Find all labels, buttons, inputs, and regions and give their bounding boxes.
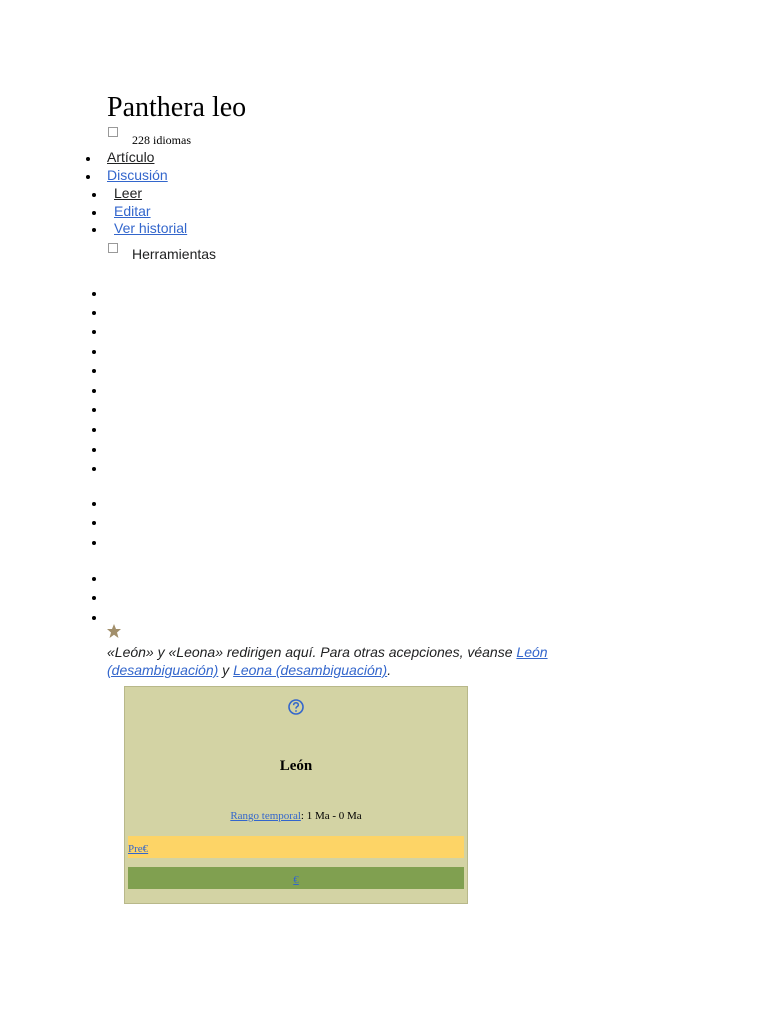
tab-discussion[interactable]: Discusión <box>107 167 168 183</box>
link-leona-disambiguation[interactable]: Leona (desambiguación) <box>233 662 388 678</box>
range-link[interactable]: Rango temporal <box>230 810 301 822</box>
bullet <box>92 193 96 197</box>
empty-list-bullet <box>92 292 96 296</box>
empty-list-bullet <box>92 448 96 452</box>
languages-checkbox-icon[interactable] <box>108 127 118 137</box>
hatnote-text: y <box>218 662 234 678</box>
tools-button[interactable]: Herramientas <box>132 246 217 262</box>
tab-history[interactable]: Ver historial <box>114 220 188 236</box>
empty-list-bullet <box>92 502 96 506</box>
star-icon <box>106 623 122 639</box>
empty-list-bullet <box>92 330 96 334</box>
bullet <box>86 175 90 179</box>
empty-list-bullet <box>92 467 96 471</box>
tools-checkbox-icon[interactable] <box>108 243 118 253</box>
empty-list-bullet <box>92 311 96 315</box>
timeline-bar-pre <box>128 836 464 858</box>
page-title: Panthera leo <box>107 92 247 123</box>
taxobox-title: León <box>279 758 313 774</box>
tab-article[interactable]: Artículo <box>107 149 155 165</box>
tab-edit[interactable]: Editar <box>114 203 151 219</box>
range-value: : 1 Ma - 0 Ma <box>300 810 362 822</box>
timeline-bar-current <box>128 867 464 889</box>
bullet <box>92 211 96 215</box>
taxobox-range <box>124 810 468 822</box>
timeline-bar-pre-link[interactable]: Pre€ <box>128 843 149 855</box>
empty-list-bullet <box>92 389 96 393</box>
hatnote-text: . <box>387 662 392 678</box>
hatnote-text: «León» y «Leona» redirigen aquí. Para otras acepciones, véanse <box>107 644 517 660</box>
tab-read[interactable]: Leer <box>114 185 143 201</box>
empty-list-bullet <box>92 350 96 354</box>
bullet <box>92 228 96 232</box>
empty-list-bullet <box>92 596 96 600</box>
languages-button[interactable]: 228 idiomas <box>132 133 191 147</box>
empty-list-bullet <box>92 521 96 525</box>
empty-list-bullet <box>92 616 96 620</box>
empty-list-bullet <box>92 577 96 581</box>
empty-list-bullet <box>92 408 96 412</box>
empty-list-bullet <box>92 369 96 373</box>
question-circle-icon[interactable] <box>287 698 305 716</box>
hatnote <box>107 643 607 679</box>
link-leon-disambiguation[interactable]: León (desambiguación) <box>107 644 548 678</box>
bullet <box>86 157 90 161</box>
empty-list-bullet <box>92 428 96 432</box>
timeline-bar-current-link[interactable]: € <box>293 874 299 886</box>
empty-list-bullet <box>92 541 96 545</box>
